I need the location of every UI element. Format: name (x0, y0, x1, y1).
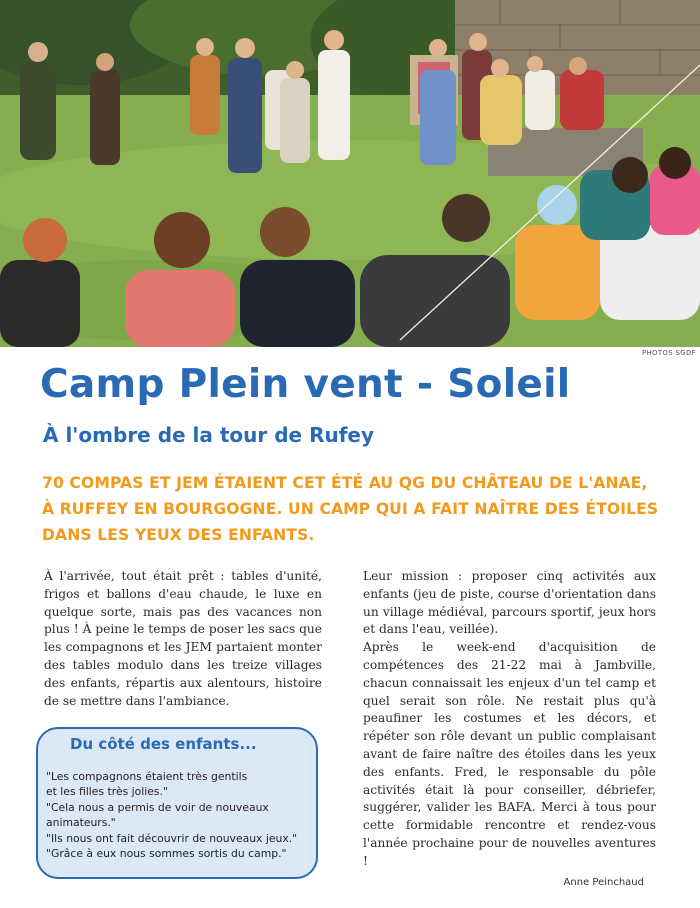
photo-credit: PHOTOS SGDF (641, 349, 696, 357)
sidebar-quote-line: "Ils nous ont fait découvrir de nouveaux jeux." (46, 831, 298, 845)
sidebar-title: Du côté des enfants... (70, 735, 257, 753)
left-column (44, 568, 322, 710)
sidebar-quote-line: animateurs." (46, 816, 116, 830)
sidebar-quote-line: "Grâce à eux nous sommes sortis du camp." (46, 847, 287, 861)
sidebar-quote-line: "Cela nous a permis de voir de nouveaux (46, 800, 269, 814)
article-lead: 70 COMPAS ET JEM ÉTAIENT CET ÉTÉ AU QG DU CHÂTEAU DE L'ANAE, À RUFFEY EN BOURGOGNE. UN CAMP QUI A FAIT NAÎTRE DES ÉTOILES DANS LES YEUX DES ENFANTS. (42, 474, 659, 544)
left-paragraph: À l'arrivée, tout était prêt : tables d'unité, frigos et ballons d'eau chaude, le luxe en quelque sorte, mais pas des vacances non plus ! À peine le temps de poser les sacs que les compagnons et les JEM partaient monter des tables modulo dans les treize villages des enfants, répartis aux alentours, histoire de se mettre dans l'ambiance. (44, 569, 322, 708)
sidebar-box (36, 727, 318, 879)
sidebar-quote-line: "Les compagnons étaient très gentils (46, 770, 248, 783)
right-paragraph-2: Après le week-end d'acquisition de compétences des 21-22 mai à Jambville, chacun connaissait les enjeux d'un tel camp et quel serait son rôle. Ne restait plus qu'à peaufiner les costumes et les décors, et répéter son rôle devant un public complaisant avant de faire naître des étoiles dans les yeux des enfants. Fred, le responsable du pôle activités était là pour conseiller, débriefer, suggérer, valider les BAFA. Merci à tous pour cette formidable rencontre et rendez-vous l'année prochaine pour de nouvelles aventures ! (363, 640, 656, 868)
sidebar-quotes (46, 769, 297, 861)
author-signature: Anne Peinchaud (563, 877, 644, 888)
sidebar-quote-line: et les filles très jolies." (46, 785, 168, 799)
article-subtitle: À l'ombre de la tour de Rufey (43, 423, 375, 447)
right-paragraph-1: Leur mission : proposer cinq activités aux enfants (jeu de piste, course d'orientation dans un village médiéval, parcours sportif, jeux hors et dans l'eau, veillée). (363, 569, 656, 637)
right-column (363, 568, 656, 871)
camp-scene-image (0, 0, 700, 347)
article-photo (0, 0, 700, 347)
article-title: Camp Plein vent - Soleil (40, 362, 571, 407)
